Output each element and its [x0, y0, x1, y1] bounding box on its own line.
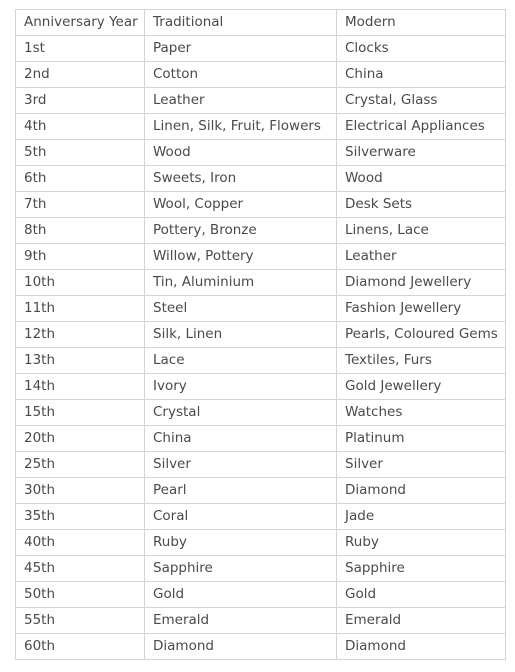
modern-cell: Sapphire — [337, 556, 506, 582]
modern-cell: Diamond Jewellery — [337, 270, 506, 296]
table-row — [16, 36, 506, 62]
year-cell: 8th — [16, 218, 145, 244]
table-row — [16, 504, 506, 530]
year-cell: 2nd — [16, 62, 145, 88]
traditional-cell: Coral — [145, 504, 337, 530]
modern-cell: Gold Jewellery — [337, 374, 506, 400]
modern-cell: Platinum — [337, 426, 506, 452]
year-cell: 12th — [16, 322, 145, 348]
year-cell: 5th — [16, 140, 145, 166]
year-cell: 20th — [16, 426, 145, 452]
traditional-cell: Cotton — [145, 62, 337, 88]
traditional-cell: Steel — [145, 296, 337, 322]
year-cell: 25th — [16, 452, 145, 478]
year-cell: 60th — [16, 634, 145, 660]
traditional-cell: Wood — [145, 140, 337, 166]
anniversary-gifts-table — [15, 9, 506, 660]
year-cell: 13th — [16, 348, 145, 374]
year-cell: 9th — [16, 244, 145, 270]
modern-cell: Gold — [337, 582, 506, 608]
traditional-cell: Tin, Aluminium — [145, 270, 337, 296]
modern-cell: Electrical Appliances — [337, 114, 506, 140]
traditional-cell: Willow, Pottery — [145, 244, 337, 270]
modern-cell: Leather — [337, 244, 506, 270]
modern-cell: Linens, Lace — [337, 218, 506, 244]
year-cell: 40th — [16, 530, 145, 556]
table-row — [16, 478, 506, 504]
traditional-cell: Linen, Silk, Fruit, Flowers — [145, 114, 337, 140]
modern-cell: Ruby — [337, 530, 506, 556]
traditional-cell: Diamond — [145, 634, 337, 660]
year-cell: 45th — [16, 556, 145, 582]
table-row — [16, 634, 506, 660]
table-body — [16, 36, 506, 660]
year-cell: 1st — [16, 36, 145, 62]
year-cell: 4th — [16, 114, 145, 140]
year-cell: 3rd — [16, 88, 145, 114]
table-row — [16, 374, 506, 400]
year-cell: 10th — [16, 270, 145, 296]
modern-cell: Diamond — [337, 478, 506, 504]
modern-cell: China — [337, 62, 506, 88]
year-cell: 30th — [16, 478, 145, 504]
traditional-cell: Paper — [145, 36, 337, 62]
traditional-cell: Silver — [145, 452, 337, 478]
traditional-cell: Silk, Linen — [145, 322, 337, 348]
traditional-cell: Pearl — [145, 478, 337, 504]
table-row — [16, 582, 506, 608]
modern-cell: Watches — [337, 400, 506, 426]
table-row — [16, 608, 506, 634]
modern-cell: Diamond — [337, 634, 506, 660]
table-row — [16, 88, 506, 114]
traditional-cell: Sweets, Iron — [145, 166, 337, 192]
modern-cell: Wood — [337, 166, 506, 192]
year-cell: 15th — [16, 400, 145, 426]
table-row — [16, 62, 506, 88]
table-row — [16, 218, 506, 244]
header-traditional: Traditional — [145, 10, 337, 36]
table-header — [16, 10, 506, 36]
table-row — [16, 296, 506, 322]
traditional-cell: Gold — [145, 582, 337, 608]
modern-cell: Emerald — [337, 608, 506, 634]
modern-cell: Fashion Jewellery — [337, 296, 506, 322]
table-row — [16, 322, 506, 348]
table-row — [16, 452, 506, 478]
traditional-cell: China — [145, 426, 337, 452]
table-row — [16, 140, 506, 166]
year-cell: 14th — [16, 374, 145, 400]
traditional-cell: Emerald — [145, 608, 337, 634]
modern-cell: Crystal, Glass — [337, 88, 506, 114]
traditional-cell: Ruby — [145, 530, 337, 556]
modern-cell: Clocks — [337, 36, 506, 62]
traditional-cell: Wool, Copper — [145, 192, 337, 218]
modern-cell: Pearls, Coloured Gems — [337, 322, 506, 348]
year-cell: 7th — [16, 192, 145, 218]
year-cell: 11th — [16, 296, 145, 322]
traditional-cell: Ivory — [145, 374, 337, 400]
anniversary-gifts-table-container — [15, 9, 506, 660]
table-row — [16, 192, 506, 218]
table-row — [16, 556, 506, 582]
modern-cell: Desk Sets — [337, 192, 506, 218]
year-cell: 6th — [16, 166, 145, 192]
modern-cell: Silverware — [337, 140, 506, 166]
traditional-cell: Crystal — [145, 400, 337, 426]
modern-cell: Textiles, Furs — [337, 348, 506, 374]
table-row — [16, 530, 506, 556]
modern-cell: Silver — [337, 452, 506, 478]
header-modern: Modern — [337, 10, 506, 36]
table-row — [16, 426, 506, 452]
traditional-cell: Lace — [145, 348, 337, 374]
table-row — [16, 244, 506, 270]
traditional-cell: Leather — [145, 88, 337, 114]
year-cell: 35th — [16, 504, 145, 530]
table-row — [16, 348, 506, 374]
year-cell: 50th — [16, 582, 145, 608]
table-row — [16, 166, 506, 192]
table-row — [16, 114, 506, 140]
table-row — [16, 270, 506, 296]
header-anniversary-year: Anniversary Year — [16, 10, 145, 36]
header-row — [16, 10, 506, 36]
traditional-cell: Sapphire — [145, 556, 337, 582]
modern-cell: Jade — [337, 504, 506, 530]
table-row — [16, 400, 506, 426]
year-cell: 55th — [16, 608, 145, 634]
traditional-cell: Pottery, Bronze — [145, 218, 337, 244]
